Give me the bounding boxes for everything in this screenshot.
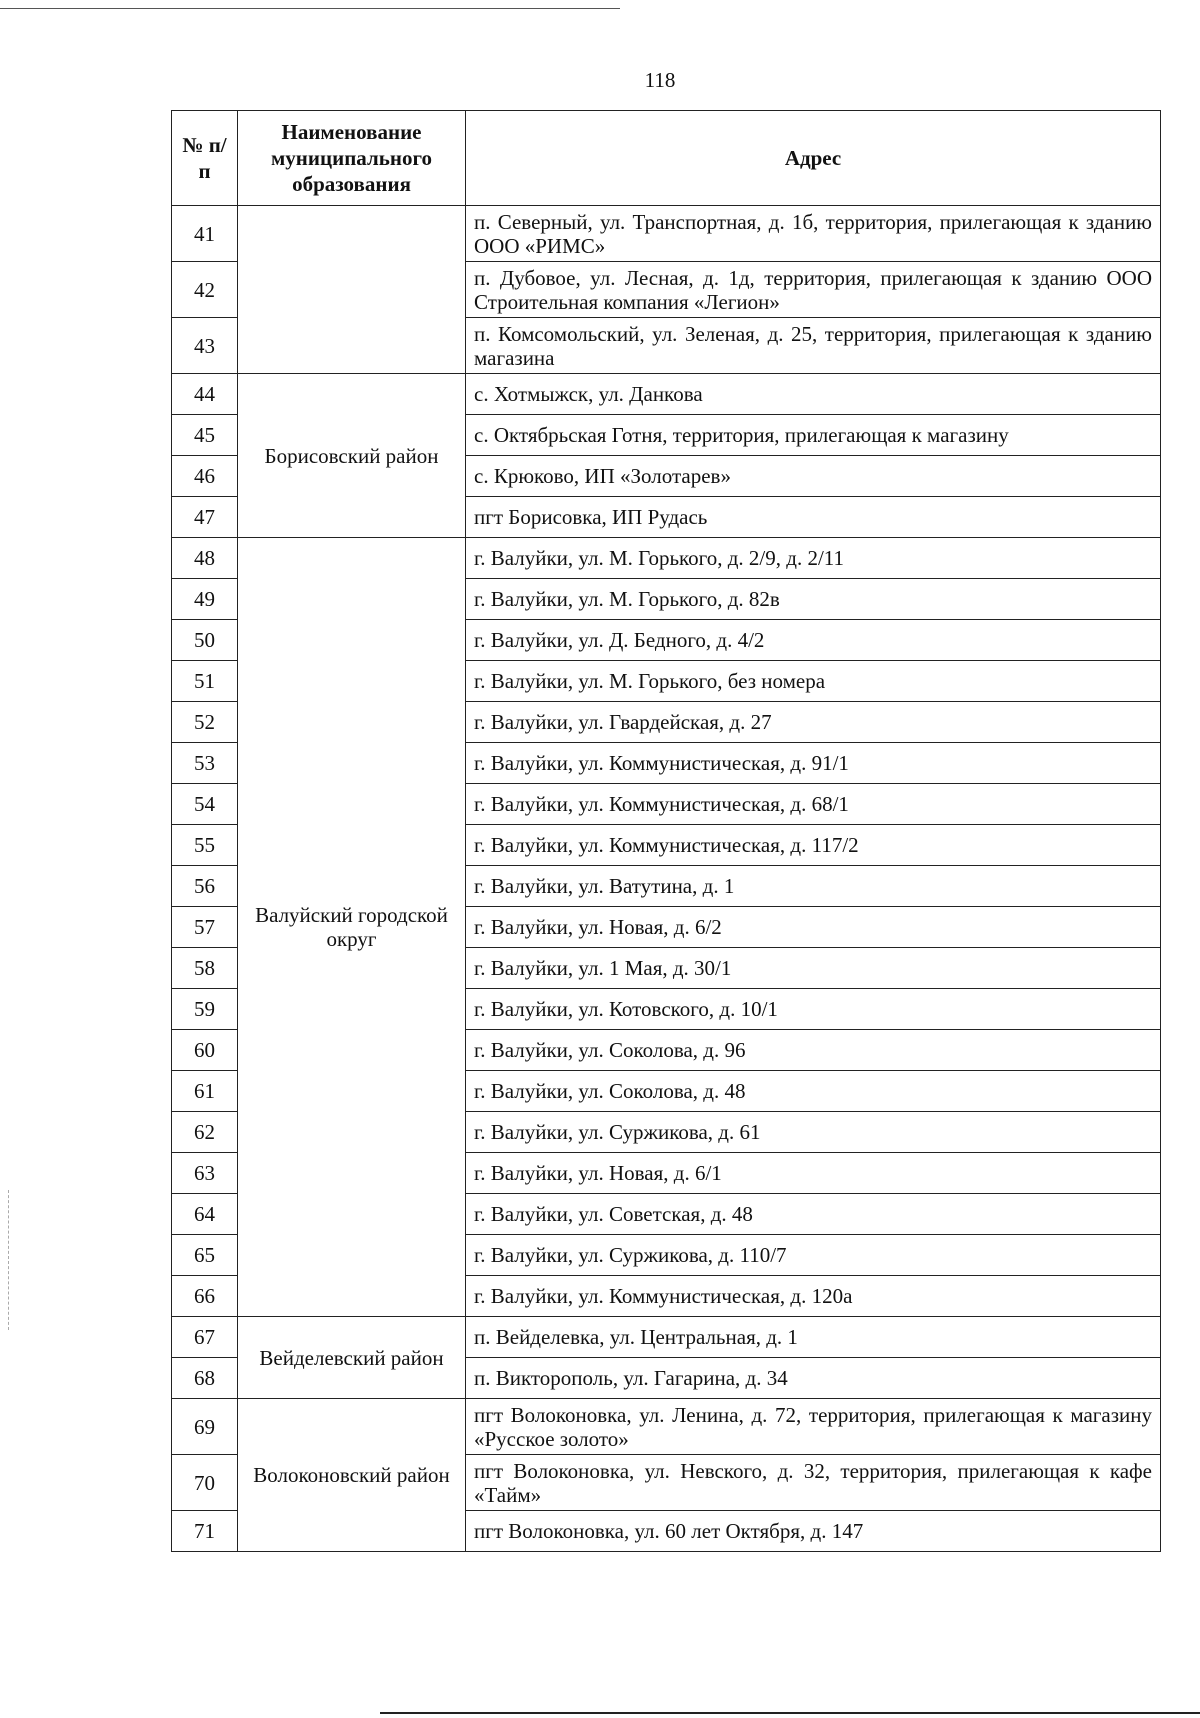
address-cell: г. Валуйки, ул. Соколова, д. 96 — [466, 1030, 1161, 1071]
scan-margin-mark — [8, 1190, 10, 1330]
table-header-row — [172, 111, 1161, 206]
row-number: 53 — [172, 743, 238, 784]
table-row — [172, 206, 1161, 262]
row-number: 68 — [172, 1358, 238, 1399]
table-row — [172, 374, 1161, 415]
address-table — [171, 110, 1161, 1552]
address-cell: г. Валуйки, ул. М. Горького, д. 2/9, д. 2/11 — [466, 538, 1161, 579]
row-number: 59 — [172, 989, 238, 1030]
page-number: 118 — [644, 68, 676, 92]
row-number: 58 — [172, 948, 238, 989]
row-number: 60 — [172, 1030, 238, 1071]
row-number: 71 — [172, 1511, 238, 1552]
table-row — [172, 1399, 1161, 1455]
table-row — [172, 538, 1161, 579]
row-number: 45 — [172, 415, 238, 456]
municipality-cell: Борисовский район — [238, 374, 466, 538]
address-cell: г. Валуйки, ул. Коммунистическая, д. 117/2 — [466, 825, 1161, 866]
address-cell: г. Валуйки, ул. Коммунистическая, д. 91/1 — [466, 743, 1161, 784]
row-number: 50 — [172, 620, 238, 661]
row-number: 70 — [172, 1455, 238, 1511]
row-number: 66 — [172, 1276, 238, 1317]
header-municipality: Наименование муниципального образования — [238, 111, 466, 206]
address-cell: пгт Волоконовка, ул. Ленина, д. 72, территория, прилегающая к магазину «Русское золото» — [466, 1399, 1161, 1455]
address-cell: г. Валуйки, ул. Д. Бедного, д. 4/2 — [466, 620, 1161, 661]
row-number: 51 — [172, 661, 238, 702]
row-number: 54 — [172, 784, 238, 825]
address-cell: с. Крюково, ИП «Золотарев» — [466, 456, 1161, 497]
address-cell: г. Валуйки, ул. Суржикова, д. 61 — [466, 1112, 1161, 1153]
row-number: 62 — [172, 1112, 238, 1153]
address-cell: г. Валуйки, ул. Соколова, д. 48 — [466, 1071, 1161, 1112]
municipality-cell: Волоконовский район — [238, 1399, 466, 1552]
row-number: 52 — [172, 702, 238, 743]
address-cell: с. Октябрьская Готня, территория, прилегающая к магазину — [466, 415, 1161, 456]
address-cell: г. Валуйки, ул. Новая, д. 6/1 — [466, 1153, 1161, 1194]
address-cell: г. Валуйки, ул. М. Горького, д. 82в — [466, 579, 1161, 620]
scan-edge-line — [0, 8, 620, 9]
address-cell: п. Дубовое, ул. Лесная, д. 1д, территория, прилегающая к зданию ООО Строительная компания «Легион» — [466, 262, 1161, 318]
header-address: Адрес — [466, 111, 1161, 206]
row-number: 61 — [172, 1071, 238, 1112]
address-cell: г. Валуйки, ул. Новая, д. 6/2 — [466, 907, 1161, 948]
address-cell: г. Валуйки, ул. Коммунистическая, д. 68/1 — [466, 784, 1161, 825]
row-number: 56 — [172, 866, 238, 907]
address-cell: г. Валуйки, ул. Советская, д. 48 — [466, 1194, 1161, 1235]
address-cell: г. Валуйки, ул. М. Горького, без номера — [466, 661, 1161, 702]
row-number: 44 — [172, 374, 238, 415]
row-number: 49 — [172, 579, 238, 620]
row-number: 69 — [172, 1399, 238, 1455]
address-cell: г. Валуйки, ул. 1 Мая, д. 30/1 — [466, 948, 1161, 989]
row-number: 64 — [172, 1194, 238, 1235]
scan-edge-line — [380, 1712, 1200, 1714]
row-number: 43 — [172, 318, 238, 374]
row-number: 41 — [172, 206, 238, 262]
header-number: № п/п — [172, 111, 238, 206]
address-cell: г. Валуйки, ул. Котовского, д. 10/1 — [466, 989, 1161, 1030]
municipality-cell: Вейделевский район — [238, 1317, 466, 1399]
row-number: 42 — [172, 262, 238, 318]
row-number: 63 — [172, 1153, 238, 1194]
address-cell: пгт Волоконовка, ул. 60 лет Октября, д. 147 — [466, 1511, 1161, 1552]
row-number: 47 — [172, 497, 238, 538]
address-cell: пгт Волоконовка, ул. Невского, д. 32, территория, прилегающая к кафе «Тайм» — [466, 1455, 1161, 1511]
row-number: 65 — [172, 1235, 238, 1276]
municipality-cell: Валуйский городской округ — [238, 538, 466, 1317]
address-cell: г. Валуйки, ул. Суржикова, д. 110/7 — [466, 1235, 1161, 1276]
address-cell: п. Вейделевка, ул. Центральная, д. 1 — [466, 1317, 1161, 1358]
row-number: 48 — [172, 538, 238, 579]
address-cell: г. Валуйки, ул. Коммунистическая, д. 120а — [466, 1276, 1161, 1317]
address-cell: п. Северный, ул. Транспортная, д. 1б, территория, прилегающая к зданию ООО «РИМС» — [466, 206, 1161, 262]
table-row — [172, 1317, 1161, 1358]
address-cell: пгт Борисовка, ИП Рудась — [466, 497, 1161, 538]
address-cell: п. Комсомольский, ул. Зеленая, д. 25, территория, прилегающая к зданию магазина — [466, 318, 1161, 374]
municipality-cell — [238, 206, 466, 374]
row-number: 46 — [172, 456, 238, 497]
row-number: 55 — [172, 825, 238, 866]
row-number: 57 — [172, 907, 238, 948]
address-cell: г. Валуйки, ул. Ватутина, д. 1 — [466, 866, 1161, 907]
row-number: 67 — [172, 1317, 238, 1358]
address-cell: с. Хотмыжск, ул. Данкова — [466, 374, 1161, 415]
address-cell: п. Викторополь, ул. Гагарина, д. 34 — [466, 1358, 1161, 1399]
address-cell: г. Валуйки, ул. Гвардейская, д. 27 — [466, 702, 1161, 743]
